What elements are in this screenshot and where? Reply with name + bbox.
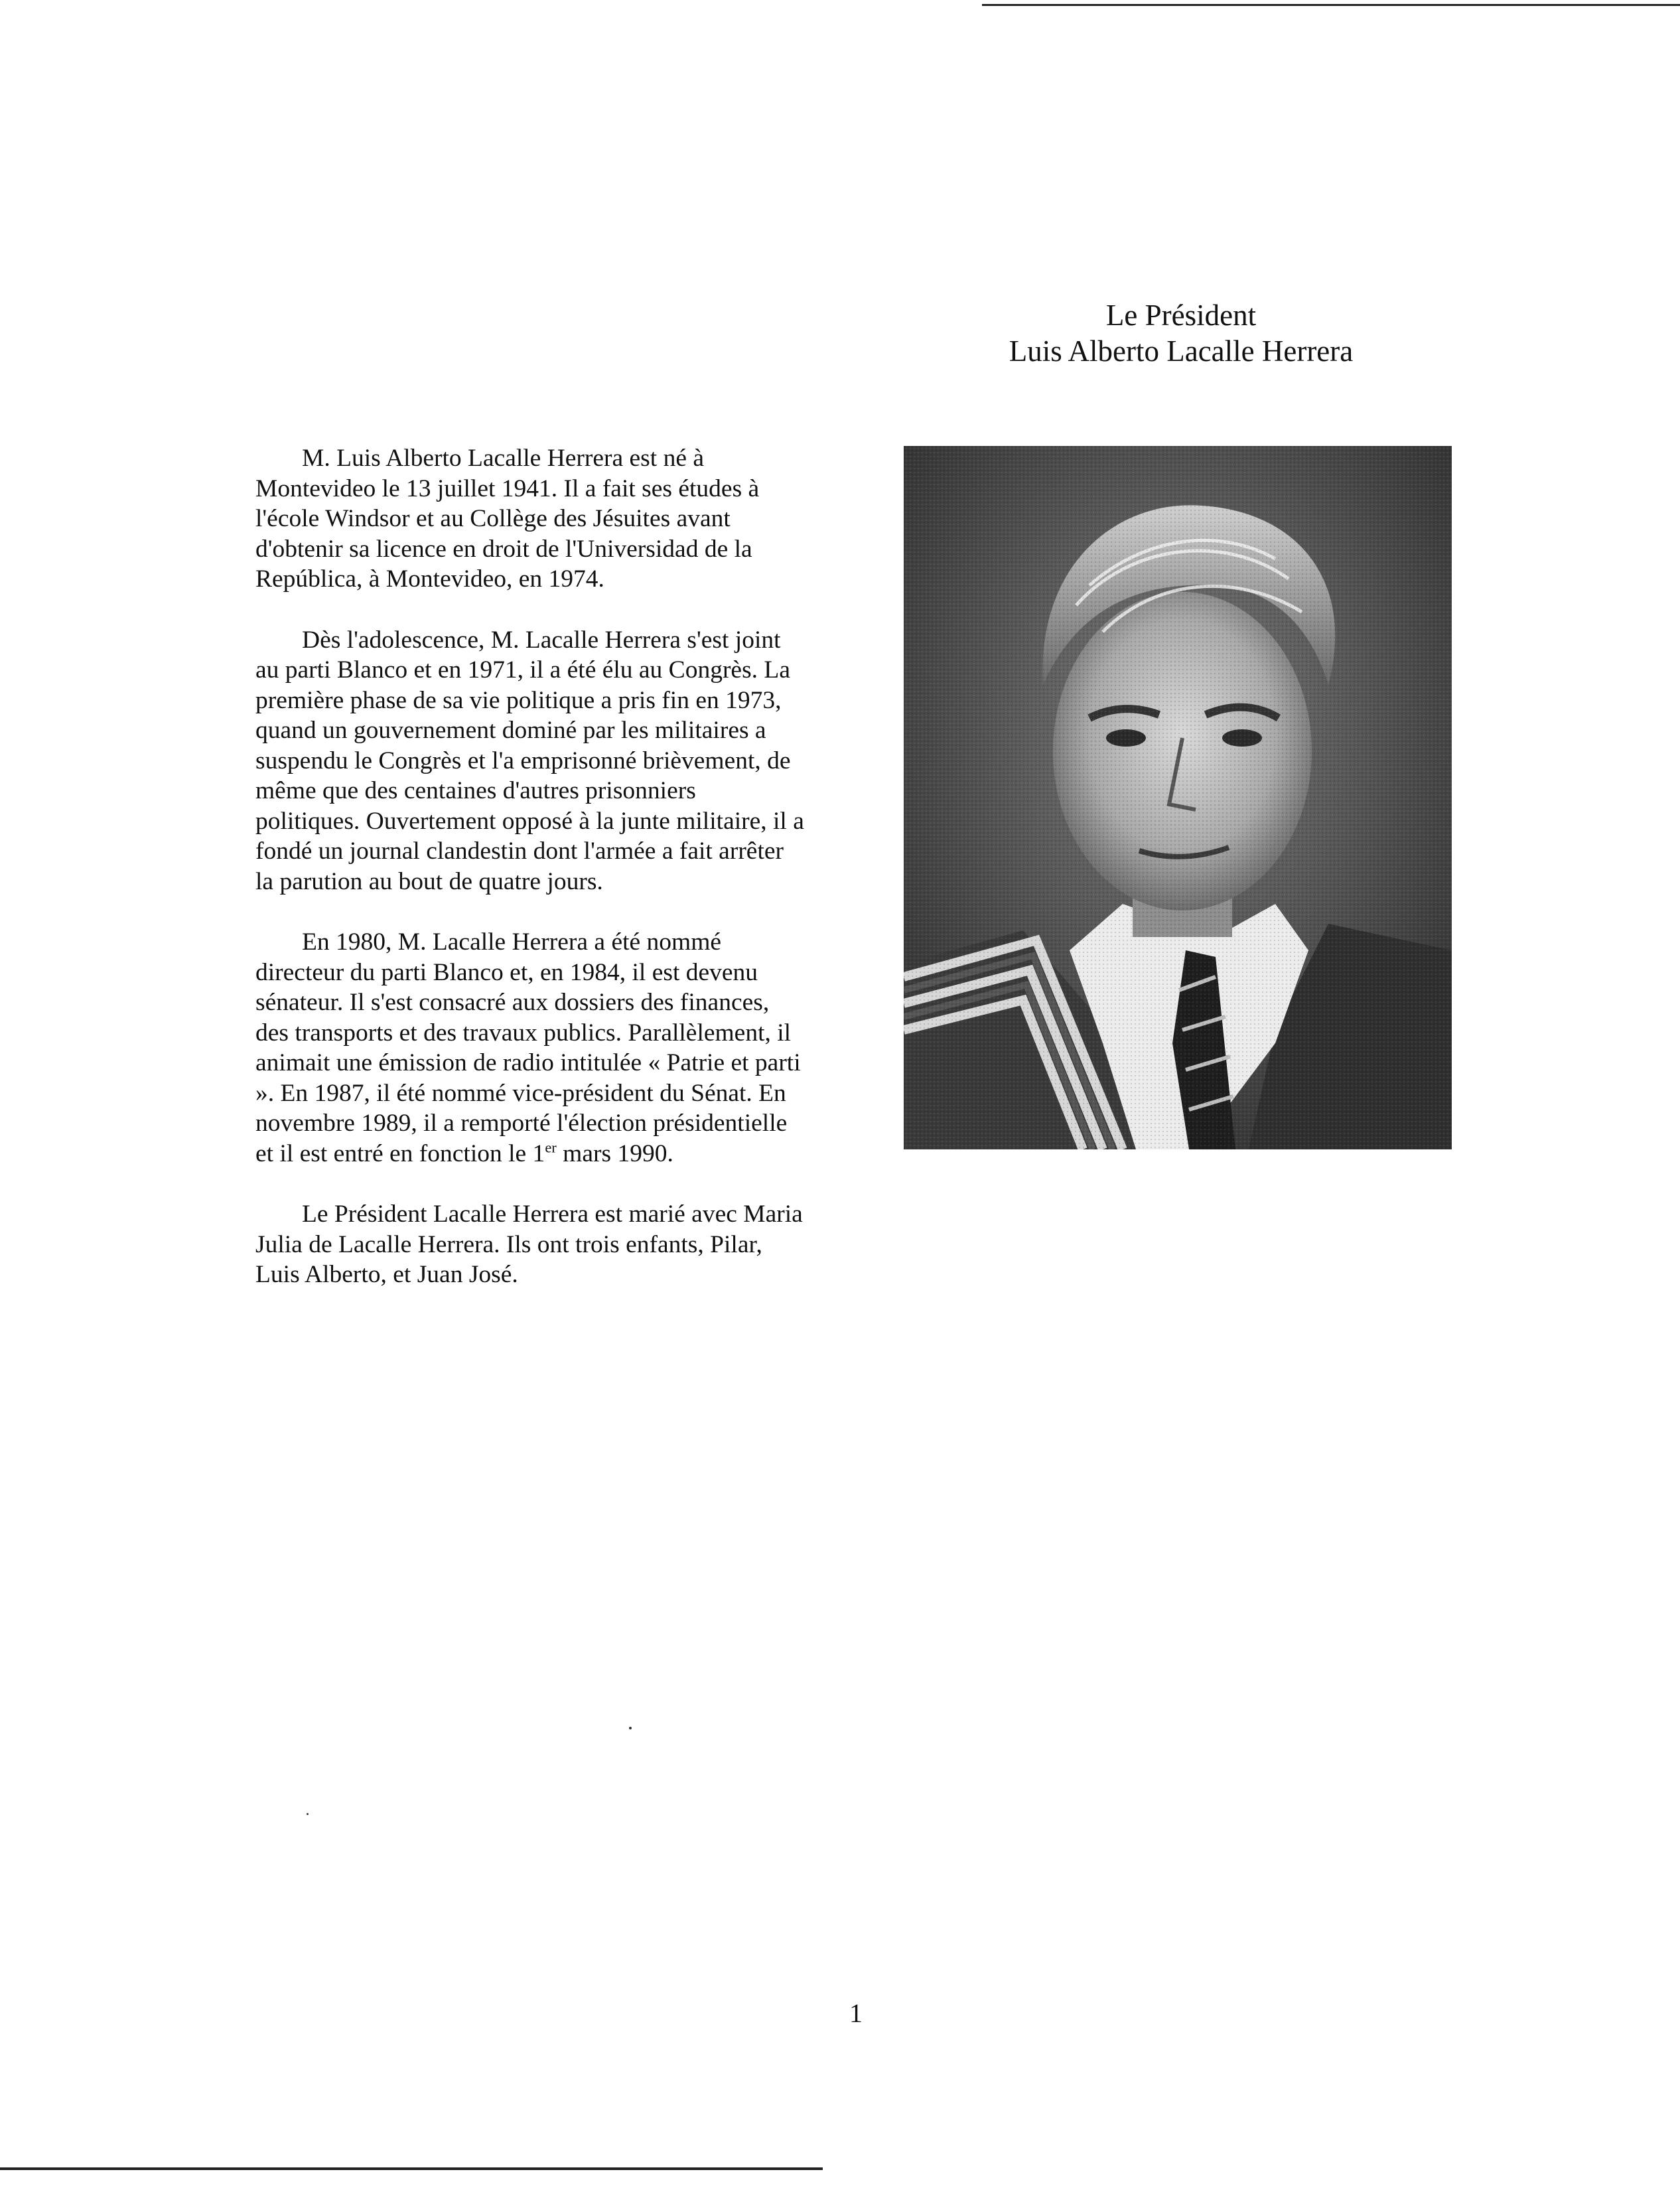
title-line-2: Luis Alberto Lacalle Herrera <box>1009 334 1354 368</box>
paragraph-senate-text: En 1980, M. Lacalle Herrera a été nommé directeur du parti Blanco et, en 1984, il est devenu sénateur. Il s'est consacré aux dossiers des finances, des transports et des travaux publics. Parallèlement, il animait une émission de radio intitulée « Patrie et parti ». En 1987, il été nommé vice-président du Sénat. En novembre 1989, il a remporté l'élection présidentielle et il est entré en fonction le 1 <box>255 928 801 1167</box>
scan-speck <box>307 1813 309 1815</box>
ordinal-superscript: er <box>545 1139 557 1155</box>
paragraph-senate-presidency <box>255 927 806 1169</box>
title-line-1: Le Président <box>1105 299 1257 332</box>
paragraph-family: Le Président Lacalle Herrera est marié avec Maria Julia de Lacalle Herrera. Ils ont trois enfants, Pilar, Luis Alberto, et Juan José. <box>255 1201 803 1288</box>
paragraph-birth-education: M. Luis Alberto Lacalle Herrera est né à Montevideo le 13 juillet 1941. Il a fait ses études à l'école Windsor et au Collège des Jésuites avant d'obtenir sa licence en droit de l'Universidad de la República, à Montevideo, en 1974. <box>255 445 760 593</box>
paragraph-early-politics: Dès l'adolescence, M. Lacalle Herrera s'est joint au parti Blanco et en 1971, il a été élu au Congrès. La première phase de sa vie politique a pris fin en 1973, quand un gouvernement dominé par les militaires a suspendu le Congrès et l'a emprisonné brièvement, de même que des centaines d'autres prisonniers politiques. Ouvertement opposé à la junte militaire, il a fondé un journal clandestin dont l'armée a fait arrêter la parution au bout de quatre jours. <box>255 626 804 895</box>
bottom-rule <box>0 2167 823 2170</box>
scan-speck <box>629 1727 632 1729</box>
portrait-illustration <box>904 446 1452 1149</box>
page-number: 1 <box>849 1998 863 2028</box>
biography-text <box>255 443 806 1321</box>
president-portrait-photo <box>904 446 1452 1149</box>
page-title <box>916 297 1446 369</box>
top-rule <box>982 4 1680 6</box>
paragraph-senate-text-end: mars 1990. <box>556 1139 673 1167</box>
